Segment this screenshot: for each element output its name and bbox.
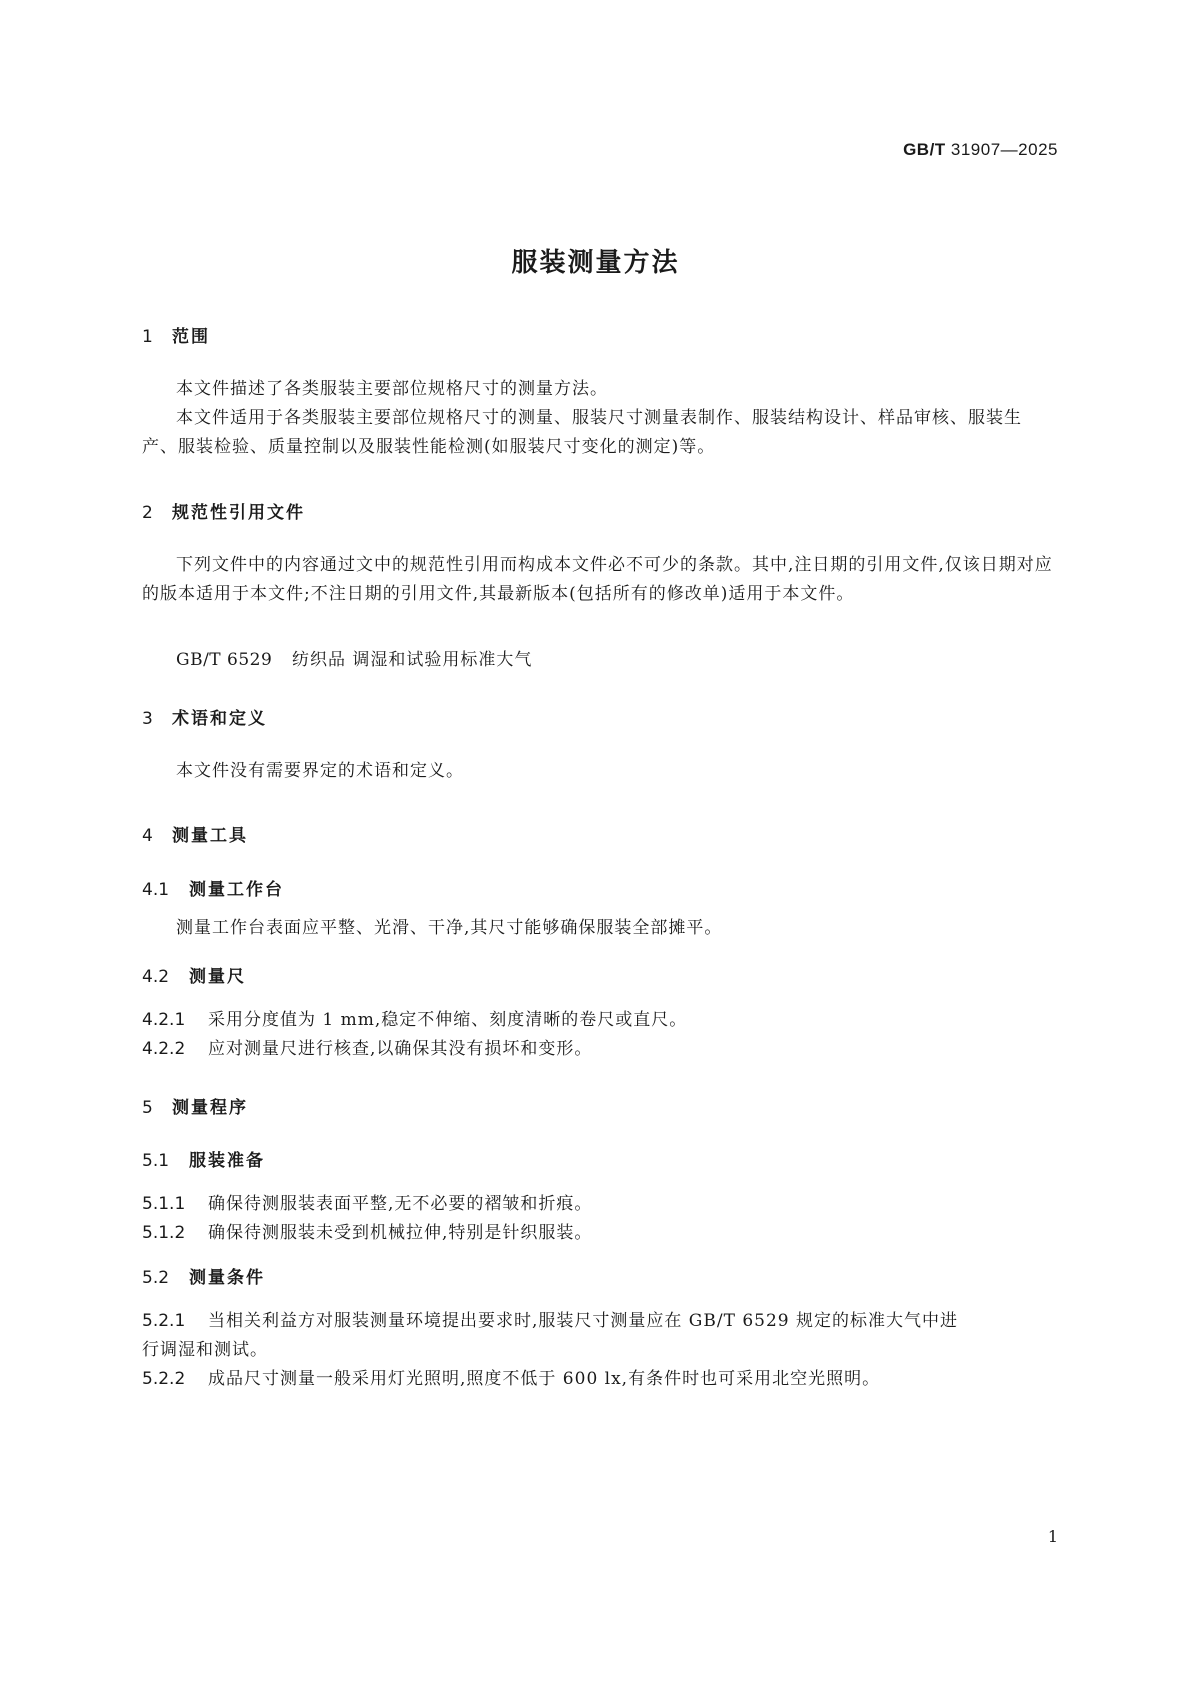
- section-number: 2: [142, 503, 153, 523]
- section-3-paragraph-1: 本文件没有需要界定的术语和定义。: [176, 761, 464, 781]
- section-4-1-paragraph: 测量工作台表面应平整、光滑、干净,其尺寸能够确保服装全部摊平。: [176, 918, 723, 938]
- section-label: 测量工作台: [189, 880, 284, 900]
- clause-4-2-1: [142, 1005, 687, 1030]
- section-3-heading: [142, 704, 267, 729]
- clause-text: 采用分度值为 1 mm,稳定不伸缩、刻度清晰的卷尺或直尺。: [208, 1010, 688, 1030]
- section-5-1-heading: [142, 1146, 265, 1171]
- section-number: 5.1: [142, 1151, 170, 1171]
- section-label: 服装准备: [189, 1151, 265, 1171]
- standard-prefix: GB/T: [903, 140, 946, 159]
- section-1-paragraph-1: 本文件描述了各类服装主要部位规格尺寸的测量方法。: [176, 379, 608, 399]
- clause-number: 5.2.2: [142, 1369, 186, 1389]
- section-label: 测量工具: [172, 826, 248, 846]
- section-4-heading: [142, 821, 248, 846]
- section-label: 规范性引用文件: [172, 503, 305, 523]
- clause-4-2-2: [142, 1034, 592, 1059]
- clause-5-2-1-continuation: [142, 1335, 268, 1360]
- clause-5-2-1: [142, 1306, 958, 1331]
- clause-5-1-1: [142, 1189, 592, 1214]
- section-4-1-heading: [142, 875, 284, 900]
- clause-5-1-2: [142, 1218, 592, 1243]
- reference-title: 纺织品 调湿和试验用标准大气: [292, 650, 533, 670]
- section-2-heading: [142, 498, 305, 523]
- section-label: 测量程序: [172, 1098, 248, 1118]
- clause-text: 确保待测服装未受到机械拉伸,特别是针织服装。: [208, 1223, 593, 1243]
- clause-5-2-2: [142, 1364, 880, 1389]
- section-number: 1: [142, 327, 153, 347]
- section-label: 测量条件: [189, 1268, 265, 1288]
- standard-number: 31907—2025: [945, 140, 1058, 159]
- section-label: 测量尺: [189, 967, 246, 987]
- clause-text-line-1: 当相关利益方对服装测量环境提出要求时,服装尺寸测量应在 GB/T 6529 规定的标准大气中进: [208, 1311, 959, 1331]
- section-1-paragraph-2: 本文件适用于各类服装主要部位规格尺寸的测量、服装尺寸测量表制作、服装结构设计、样品审核、服装生产、服装检验、质量控制以及服装性能检测(如服装尺寸变化的测定)等。: [142, 408, 1022, 457]
- clause-number: 4.2.2: [142, 1039, 186, 1059]
- section-number: 4.2: [142, 967, 170, 987]
- clause-text: 应对测量尺进行核查,以确保其没有损坏和变形。: [208, 1039, 593, 1059]
- clause-text: 确保待测服装表面平整,无不必要的褶皱和折痕。: [208, 1194, 593, 1214]
- section-number: 4: [142, 826, 153, 846]
- section-number: 4.1: [142, 880, 170, 900]
- page-number: 1: [1047, 1527, 1058, 1546]
- section-number: 5.2: [142, 1268, 170, 1288]
- normative-reference: [176, 645, 532, 670]
- section-5-2-heading: [142, 1263, 265, 1288]
- clause-number: 5.1.1: [142, 1194, 186, 1214]
- clause-number: 5.2.1: [142, 1311, 186, 1331]
- clause-number: 4.2.1: [142, 1010, 186, 1030]
- section-5-heading: [142, 1093, 248, 1118]
- section-1-heading: [142, 322, 210, 347]
- section-number: 3: [142, 709, 153, 729]
- section-number: 5: [142, 1098, 153, 1118]
- clause-text: 成品尺寸测量一般采用灯光照明,照度不低于 600 lx,有条件时也可采用北空光照明。: [208, 1369, 881, 1389]
- section-4-2-heading: [142, 962, 246, 987]
- standard-code: [903, 140, 1058, 160]
- section-2-paragraph-1: 下列文件中的内容通过文中的规范性引用而构成本文件必不可少的条款。其中,注日期的引用文件,仅该日期对应的版本适用于本文件;不注日期的引用文件,其最新版本(包括所有的修改单)适用于本文件。: [142, 555, 1053, 604]
- clause-number: 5.1.2: [142, 1223, 186, 1243]
- document-title: 服装测量方法: [511, 248, 680, 278]
- section-label: 范围: [172, 327, 210, 347]
- section-label: 术语和定义: [172, 709, 267, 729]
- reference-code: GB/T 6529: [176, 650, 273, 670]
- clause-text-line-2: 行调湿和测试。: [142, 1340, 268, 1360]
